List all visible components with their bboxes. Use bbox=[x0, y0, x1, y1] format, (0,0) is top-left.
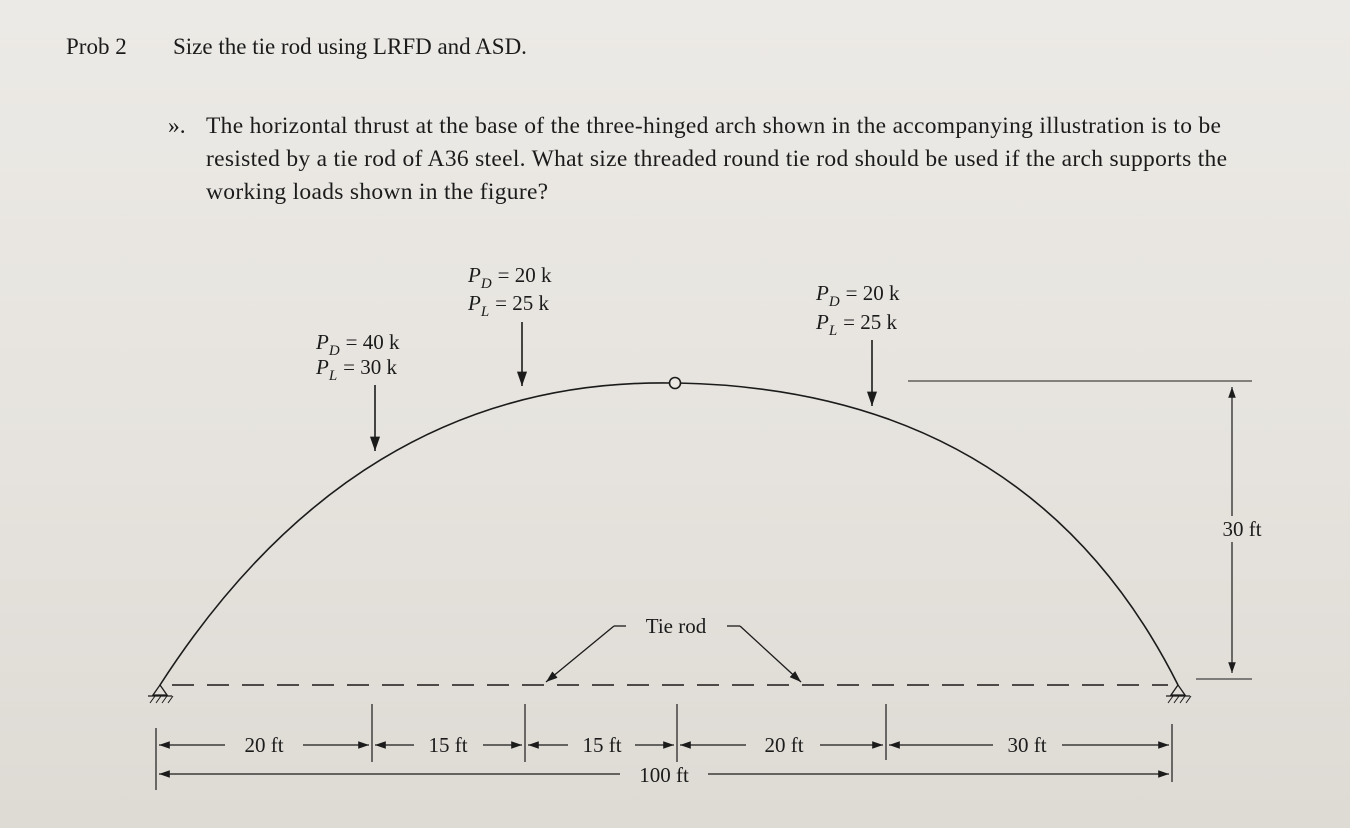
load-1-pd-value: = 40 k bbox=[345, 330, 400, 354]
load-1 bbox=[315, 330, 400, 451]
height-label: 30 ft bbox=[1222, 517, 1262, 541]
load-1-pd-symbol: P bbox=[316, 330, 329, 354]
span-dim-2: 15 ft bbox=[428, 733, 468, 757]
textbook-problem-number: ». bbox=[168, 113, 186, 139]
crown-hinge bbox=[670, 378, 681, 389]
load-2-pd-value: = 20 k bbox=[497, 263, 552, 287]
left-pin-support bbox=[148, 685, 173, 703]
svg-text:PL= 25 k bbox=[815, 310, 898, 339]
load-2-pl-value: = 25 k bbox=[495, 291, 550, 315]
load-3 bbox=[815, 281, 900, 406]
tie-rod-arrow-right bbox=[740, 626, 801, 682]
height-dimension bbox=[908, 381, 1262, 679]
load-2-pd-subscript: D bbox=[480, 276, 492, 292]
load-3-pd-value: = 20 k bbox=[845, 281, 900, 305]
load-3-pd-subscript: D bbox=[828, 294, 840, 310]
load-3-pl-symbol: P bbox=[816, 310, 829, 334]
svg-text:PD= 20 k bbox=[467, 263, 552, 292]
problem-number-label: Prob 2 bbox=[66, 34, 127, 59]
right-pin-support bbox=[1166, 685, 1191, 703]
load-3-pl-subscript: L bbox=[828, 323, 838, 339]
tie-rod-arrow-left bbox=[546, 626, 614, 682]
svg-text:PD= 20 k bbox=[815, 281, 900, 310]
load-1-pd-subscript: D bbox=[328, 343, 340, 359]
load-2-pd-symbol: P bbox=[468, 263, 481, 287]
load-2 bbox=[467, 263, 552, 386]
svg-text:PL= 25 k bbox=[467, 291, 550, 320]
problem-title: Size the tie rod using LRFD and ASD. bbox=[173, 34, 527, 59]
span-dim-1: 20 ft bbox=[244, 733, 284, 757]
load-1-pl-subscript: L bbox=[328, 368, 338, 384]
load-2-pl-symbol: P bbox=[468, 291, 481, 315]
load-2-pl-subscript: L bbox=[480, 304, 490, 320]
total-span-label: 100 ft bbox=[639, 763, 689, 787]
load-3-pl-value: = 25 k bbox=[843, 310, 898, 334]
svg-text:PL= 30 k bbox=[315, 355, 398, 384]
arch-left-half bbox=[160, 383, 672, 685]
arch-right-half bbox=[678, 383, 1178, 685]
problem-text: The horizontal thrust at the base of the three-hinged arch shown in the accompanying illustration is to be resisted by a tie rod of A36 steel. What size threaded round tie rod should be used if the arch supports the working loads shown in the figure? bbox=[206, 113, 1228, 205]
load-1-pl-symbol: P bbox=[316, 355, 329, 379]
tie-rod-label: Tie rod bbox=[645, 614, 707, 638]
load-3-pd-symbol: P bbox=[816, 281, 829, 305]
span-dimensions bbox=[156, 704, 1172, 790]
span-dim-5: 30 ft bbox=[1007, 733, 1047, 757]
span-dim-3: 15 ft bbox=[582, 733, 622, 757]
load-1-pl-value: = 30 k bbox=[343, 355, 398, 379]
span-dim-4: 20 ft bbox=[764, 733, 804, 757]
